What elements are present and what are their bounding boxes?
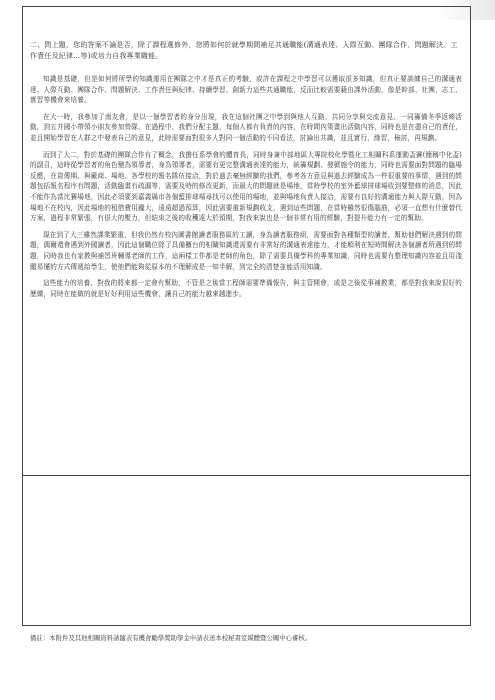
answer-frame-bottom — [22, 476, 471, 626]
question-text: 二、問上題，您的答案不論是否，除了課程選修外，您將如何於就學期間補足共通職能(溝通表達、人際互動、團隊合作、問題解決、工作責任及紀律…等)或培力自我專業職能。 — [30, 41, 458, 60]
answer-body — [30, 74, 462, 305]
answer-paragraph-1: 知識是基礎，但是如何將所學的知識運用在團隊之中才是真正的考驗，或許在課程之中學習可以獲取很多知識，但真正要訓練自己的溝通表達、人際互動、團隊合作、問題解決、工作責任與紀律、持續學習、創新力這些共通職能，反而比較需要藉由課外活動，像是幹部、社團、志工、實習等機會來培養。 — [30, 75, 462, 105]
footnote: 備註：本附件及其他相關資料請隨表有機會勵學獎助學金申請表送本校秘書室媒體暨公關中心審核。 — [30, 634, 312, 642]
answer-paragraph-5: 這些能力的培養，對我的將來都一定會有幫助，不管是之後當工程師需要準備報告，與主管開會，或是之後從事補教業，都是對我來說很好的歷練，同時在能做的就是好好利用這些機會，讓自己的能力越來越進步。 — [30, 279, 462, 298]
answer-paragraph-2: 在大一時，我參加了南友會，是以一個學習者的身分出現，我在這個社團之中學到與他人互動、共同分享與交流意見、一同籌備冬季返鄉活動，到五井國小帶領小朋友參加營隊，在過程中，我們分配主題，每個人都有負責的內容，在時間內策畫出活動內容，同時也是在盡自己的責任，並且開始學習在人群之中發表自己的意見，此時需要面對很多人對同一個活動的不同看法，討論出共識，並且實行，緣習，檢討，再規劃。 — [30, 112, 462, 142]
answer-paragraph-3: 而到了大二，對於基礎的團隊合作有了概念，我擔任系學會的體育長，同時身兼中部地區大專院校化學暨化工相關科系運動盃賽(簡稱中化盃)的副召，這時從學習者的角色變為領導者，身為領導者，需要有更完整溝通表達的能力，統籌規劃、發號施令的能力，同時也需要面對問題的臨場反應，在資傳期、與廠商、場地、各學校的報名隊伍接洽，對於過去毫無經驗的我們，參考各方意見與過去經驗成為一件很重要的事情，遇到的問題包括報名程序有問題，活動臨畫有疏漏等，需要及時的修改更新，而最大的問題就是場地，當時學校的室外籃球排球場收到要整修的消息，因此不能作為當比賽場地，因此必須要到嘉義縣市各個籃排球場尋找可以使用的場地，並與場地負責人接洽，需要有良好的溝通能力與人際互動，因為場地不在校內，因此場地的租借費用龐大，遠遠超過預算，因此需要重新規劃收支，遇到這些問題，在當時雖然很傷腦筋，必須一直想有什麼替代方案，過程非常緊張，有很大的壓力，但結束之後的收穫遠大於預期，對我來說也是一個非常有用的經驗，對提升能力有一定的幫助。 — [30, 150, 462, 223]
answer-paragraph-4: 現在到了大三雖然課業繁重，但我仍然有校內圖書館讀者服務區的工讀，身為讀者服務組，需要面對各種類型的讀者，幫助他們解決遇到的問題，偶爾還會遇到外國讀者，因此這個職位除了具備櫃台的相關知識還需要有非常好的溝通表達能力，才能順利在短時間解決各個讀者所遇到的問題，同時我也有家教與補習班輔導老師的工作，這兩樣工作都是老師的角色，除了需要具備學科的專業知識，同時也需要有整理知識內容並且用淺顯易懂的方式傳遞給學生，使他們能夠從原本的不理解成是一知半解，到完全的清楚並能活用知識。 — [30, 230, 462, 271]
